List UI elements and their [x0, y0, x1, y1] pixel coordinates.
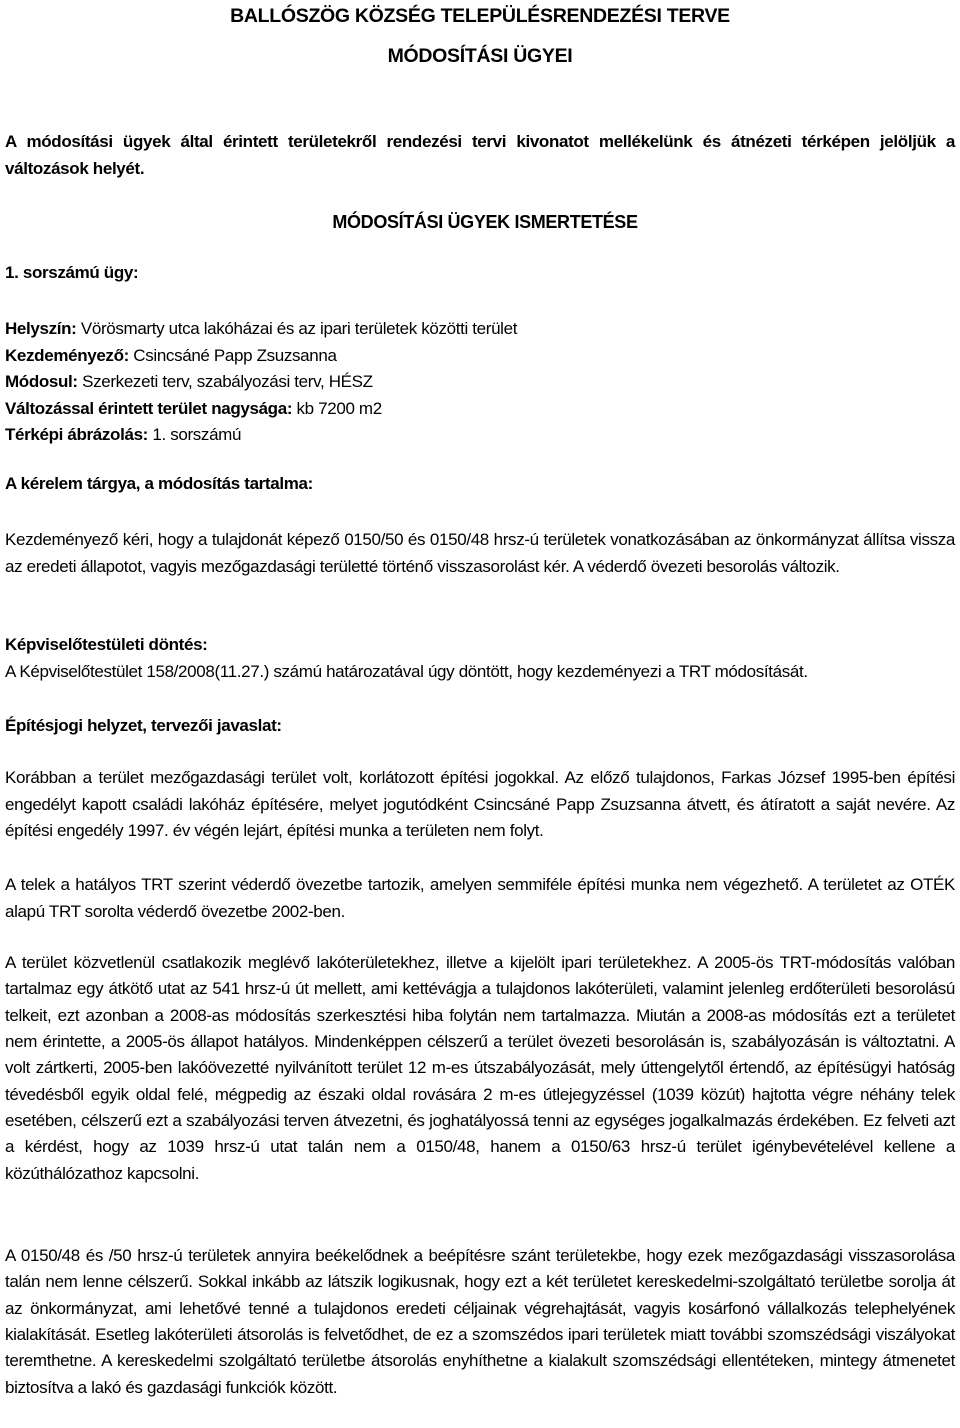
building-paragraph-3: A terület közvetlenül csatlakozik meglévő lakóterületekhez, illetve a kijelölt ipari területekhez. A 2005-ös TRT-módosítás valóban tartalmaz egy átkötő utat az 541 hrsz-ú út mellett, ami kettévágja a tulajdonos lakóterületi, valamint jelenleg erdőterületi besorolású telkeit, ezt azonban a 2008-as módosítás szerkesztési hiba folytán nem tartalmazza. Miután a 2008-as módosítás ezt a területet nem érintette, a 2005-ös állapot hatályos. Mindenképpen célszerű a terület övezeti besorolásán is, szabályozásán is változtatni. A volt zártkerti, 2005-ben lakóövezetté nyilvánított terület 12 m-es útszabályozását, mely úttengelytől értendő, az építésügyi hatóság tévedésből egyik oldal felé, mégpedig az északi oldal rovására 2 m-es útlejegyzéssel (1039 közút) hajtotta végre néhány telek esetében, célszerű ezt a szabályozási terven átvezetni, és joghatályossá tenni az egységes jogalkalmazás érdekében. Ez felveti azt a kérdést, hogy az 1039 hrsz-ú utat talán nem a 0150/48, hanem a 0150/63 hrsz-ú terület igénybevételével kellene a közúthálózathoz kapcsolni.: [5, 953, 955, 1183]
section-heading: MÓDOSÍTÁSI ÜGYEK ISMERTETÉSE: [332, 212, 638, 232]
decision-text: A Képviselőtestület 158/2008(11.27.) számú határozatával úgy döntött, hogy kezdeményezi a TRT módosítását.: [5, 662, 808, 681]
meta-modifies-label: Módosul:: [5, 372, 78, 391]
building-paragraph-1: Korábban a terület mezőgazdasági terület volt, korlátozott építési jogokkal. Az előző tulajdonos, Farkas József 1995-ben építési engedélyt kapott családi lakóház építésére, melyet jogutódként Csincsáné Papp Zsuzsanna átvett, és átíratott a saját nevére. Az építési engedély 1997. év végén lejárt, építési munka a területen nem folyt.: [5, 768, 955, 840]
meta-initiator-label: Kezdeményező:: [5, 345, 129, 365]
case-label: 1. sorszámú ügy:: [5, 263, 139, 282]
meta-modifies-value: Szerkezeti terv, szabályozási terv, HÉSZ: [77, 372, 373, 391]
meta-modifies: [5, 369, 955, 396]
meta-initiator-value: Csincsáné Papp Zsuzsanna: [128, 345, 337, 365]
meta-map-value: 1. sorszámú: [147, 425, 242, 444]
meta-location-label: Helyszín:: [5, 319, 77, 338]
building-paragraph-4: A 0150/48 és /50 hrsz-ú területek annyira beékelődnek a beépítésre szánt területekbe, hogy ezek mezőgazdasági visszasorolása talán nem lenne célszerű. Sokkal inkább az látszik logikusnak, hogy ezt a két területet kereskedelmi-szolgáltató területbe sorolja át az önkormányzat, ami lehetővé tenné a tulajdonos eredeti céljainak végrehajtását, vagyis kosárfonó vállalkozás telephelyének kialakítását. Esetleg lakóterületi átsorolás is felvetődhet, de ez a szomszédos ipari területek miatt további szomszédsági viszályokat teremthetne. A kereskedelmi szolgáltató területbe átsorolás enyhíthetne a kialakult szomszédsági ellentéteken, mintegy átmenetet biztosítva a lakó és gazdasági funkciók között.: [5, 1246, 955, 1397]
meta-location-value: Vörösmarty utca lakóházai és az ipari területek közötti terület: [76, 319, 518, 338]
building-paragraph-2: A telek a hatályos TRT szerint véderdő övezetbe tartozik, amelyen semmiféle építési munka nem végezhető. A területet az OTÉK alapú TRT sorolta véderdő övezetbe 2002-ben.: [5, 875, 955, 921]
decision-heading: Képviselőtestületi döntés:: [5, 635, 208, 654]
case-meta: [5, 316, 955, 449]
intro-paragraph: A módosítási ügyek által érintett területekről rendezési tervi kivonatot mellékelünk és átnézeti térképen jelöljük a változások helyét.: [5, 132, 955, 178]
document-subtitle: MÓDOSÍTÁSI ÜGYEI: [387, 45, 573, 67]
meta-location: [5, 316, 955, 343]
meta-initiator: [5, 343, 955, 370]
request-text: Kezdeményező kéri, hogy a tulajdonát képező 0150/50 és 0150/48 hrsz-ú területek vonatkozásában az önkormányzat állítsa vissza az eredeti állapotot, vagyis mezőgazdasági területté történő visszasorolást kér. A véderdő övezeti besorolás változik.: [5, 530, 955, 576]
building-heading: Építésjogi helyzet, tervezői javaslat:: [5, 716, 282, 735]
request-heading: A kérelem tárgya, a módosítás tartalma:: [5, 474, 313, 493]
meta-area: [5, 396, 955, 423]
meta-map-label: Térképi ábrázolás:: [5, 425, 148, 444]
meta-area-value: kb 7200 m2: [292, 398, 382, 418]
meta-area-label: Változással érintett terület nagysága:: [5, 398, 293, 418]
document-title: BALLÓSZÖG KÖZSÉG TELEPÜLÉSRENDEZÉSI TERVE: [230, 5, 730, 27]
meta-map: [5, 422, 955, 449]
